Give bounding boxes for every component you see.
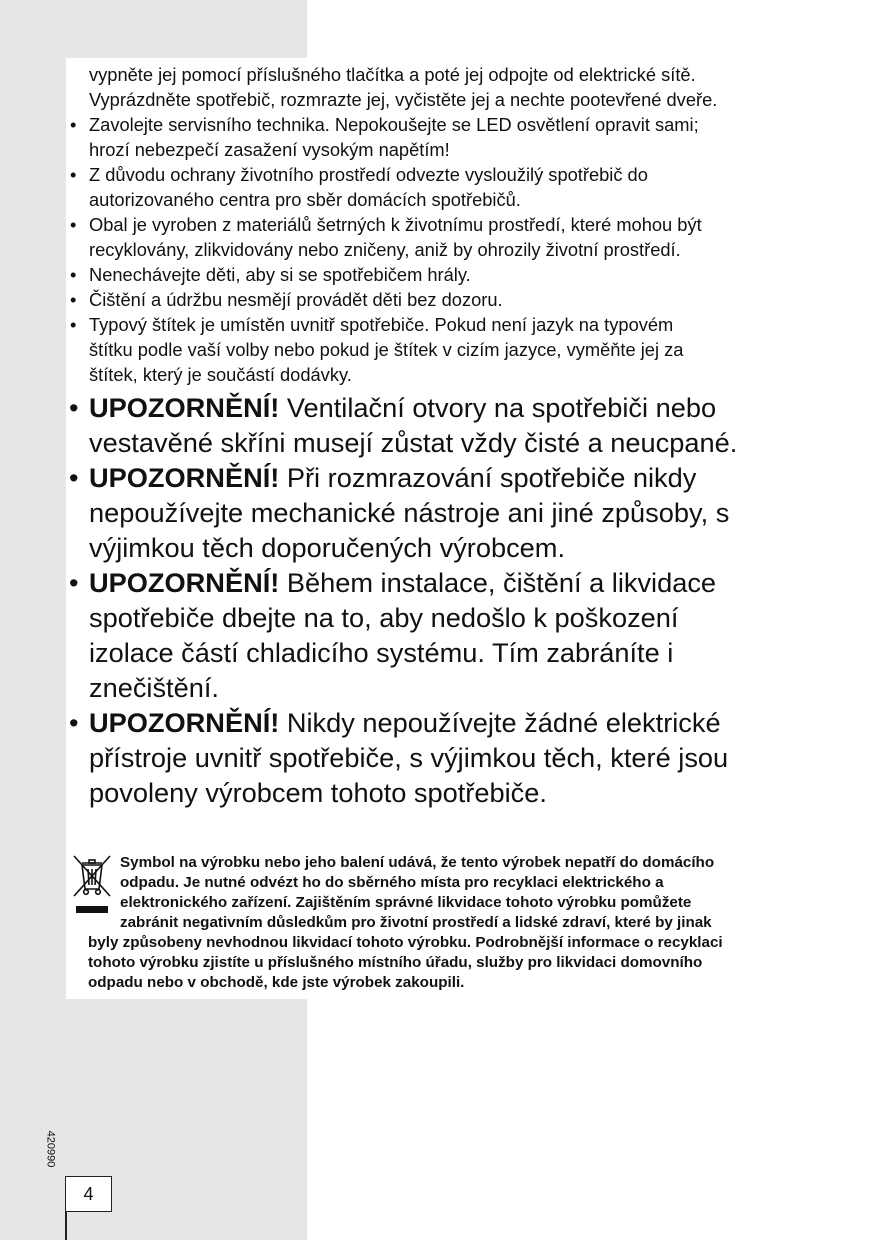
warning-label: UPOZORNĚNÍ!	[89, 462, 280, 493]
safety-list	[66, 112, 816, 387]
text-line: výjimkou těch doporučených výrobcem.	[89, 532, 565, 563]
text-line: izolace částí chladicího systému. Tím zabráníte i	[89, 637, 674, 668]
page-rule	[65, 1211, 67, 1240]
text-line: Nenechávejte děti, aby si se spotřebičem hrály.	[89, 264, 471, 285]
weee-text	[66, 850, 816, 993]
list-item	[66, 112, 816, 162]
warning-label: UPOZORNĚNÍ!	[89, 392, 280, 423]
text-line: vypněte jej pomocí příslušného tlačítka a poté jej odpojte od elektrické sítě.	[89, 64, 696, 85]
intro-paragraph	[89, 62, 816, 112]
warning-label: UPOZORNĚNÍ!	[89, 707, 280, 738]
text-line: Čištění a údržbu nesmějí provádět děti bez dozoru.	[89, 289, 503, 310]
text-line: recyklovány, zlikvidovány nebo zničeny, aniž by ohrozily životní prostředí.	[89, 239, 681, 260]
page-number: 4	[83, 1183, 94, 1204]
text-line: Při rozmrazování spotřebiče nikdy	[279, 462, 697, 493]
warning-item	[66, 460, 816, 565]
list-item	[66, 212, 816, 262]
list-item	[66, 312, 816, 387]
text-line: zabránit negativním důsledkům pro životní prostředí a lidské zdraví, které by jinak	[120, 914, 712, 931]
text-line: znečištění.	[89, 672, 219, 703]
list-item	[66, 262, 816, 287]
crossed-out-wheelie-bin-icon	[70, 852, 114, 918]
text-line: štítku podle vaší volby nebo pokud je štítek v cizím jazyce, vyměňte jej za	[89, 339, 684, 360]
text-line: nepoužívejte mechanické nástroje ani jiné způsoby, s	[89, 497, 730, 528]
text-line: elektronického zařízení. Zajištěním správné likvidace tohoto výrobku pomůžete	[120, 894, 692, 911]
list-item	[66, 287, 816, 312]
text-line: Nikdy nepoužívejte žádné elektrické	[279, 707, 721, 738]
warning-list	[66, 390, 816, 810]
text-line: odpadu. Je nutné odvézt ho do sběrného místa pro recyklaci elektrického a	[120, 874, 664, 891]
warning-item	[66, 705, 816, 810]
text-line: byly způsobeny nevhodnou likvidací tohoto výrobku. Podrobnější informace o recyklaci	[88, 934, 723, 951]
text-line: spotřebiče dbejte na to, aby nedošlo k poškození	[89, 602, 679, 633]
text-line: Symbol na výrobku nebo jeho balení udává, že tento výrobek nepatří do domácího	[120, 854, 715, 871]
text-line: Vyprázdněte spotřebič, rozmrazte jej, vyčistěte jej a nechte pootevřené dveře.	[89, 89, 718, 110]
text-line: hrozí nebezpečí zasažení vysokým napětím!	[89, 139, 450, 160]
document-code	[46, 1130, 60, 1170]
warning-item	[66, 565, 816, 705]
text-line: Typový štítek je umístěn uvnitř spotřebiče. Pokud není jazyk na typovém	[89, 314, 674, 335]
text-line: štítek, který je součástí dodávky.	[89, 364, 352, 385]
warning-label: UPOZORNĚNÍ!	[89, 567, 280, 598]
main-content	[66, 58, 816, 999]
text-line: odpadu nebo v obchodě, kde jste výrobek zakoupili.	[88, 974, 465, 991]
text-line: Z důvodu ochrany životního prostředí odvezte vysloužilý spotřebič do	[89, 164, 648, 185]
document-code-text: 420990	[44, 1130, 57, 1168]
warning-item	[66, 390, 816, 460]
text-line: Obal je vyroben z materiálů šetrných k životnímu prostředí, které mohou být	[89, 214, 702, 235]
text-line: Zavolejte servisního technika. Nepokoušejte se LED osvětlení opravit sami;	[89, 114, 699, 135]
page-number-box	[65, 1176, 112, 1212]
list-item	[66, 162, 816, 212]
text-line: Během instalace, čištění a likvidace	[279, 567, 717, 598]
text-line: povoleny výrobcem tohoto spotřebiče.	[89, 777, 547, 808]
text-line: tohoto výrobku zjistíte u příslušného místního úřadu, služby pro likvidaci domovního	[88, 954, 703, 971]
text-line: vestavěné skříni musejí zůstat vždy čisté a neucpané.	[89, 427, 738, 458]
text-line: autorizovaného centra pro sběr domácích spotřebičů.	[89, 189, 521, 210]
text-line: Ventilační otvory na spotřebiči nebo	[279, 392, 717, 423]
text-line: přístroje uvnitř spotřebiče, s výjimkou těch, které jsou	[89, 742, 729, 773]
weee-notice	[66, 850, 816, 993]
